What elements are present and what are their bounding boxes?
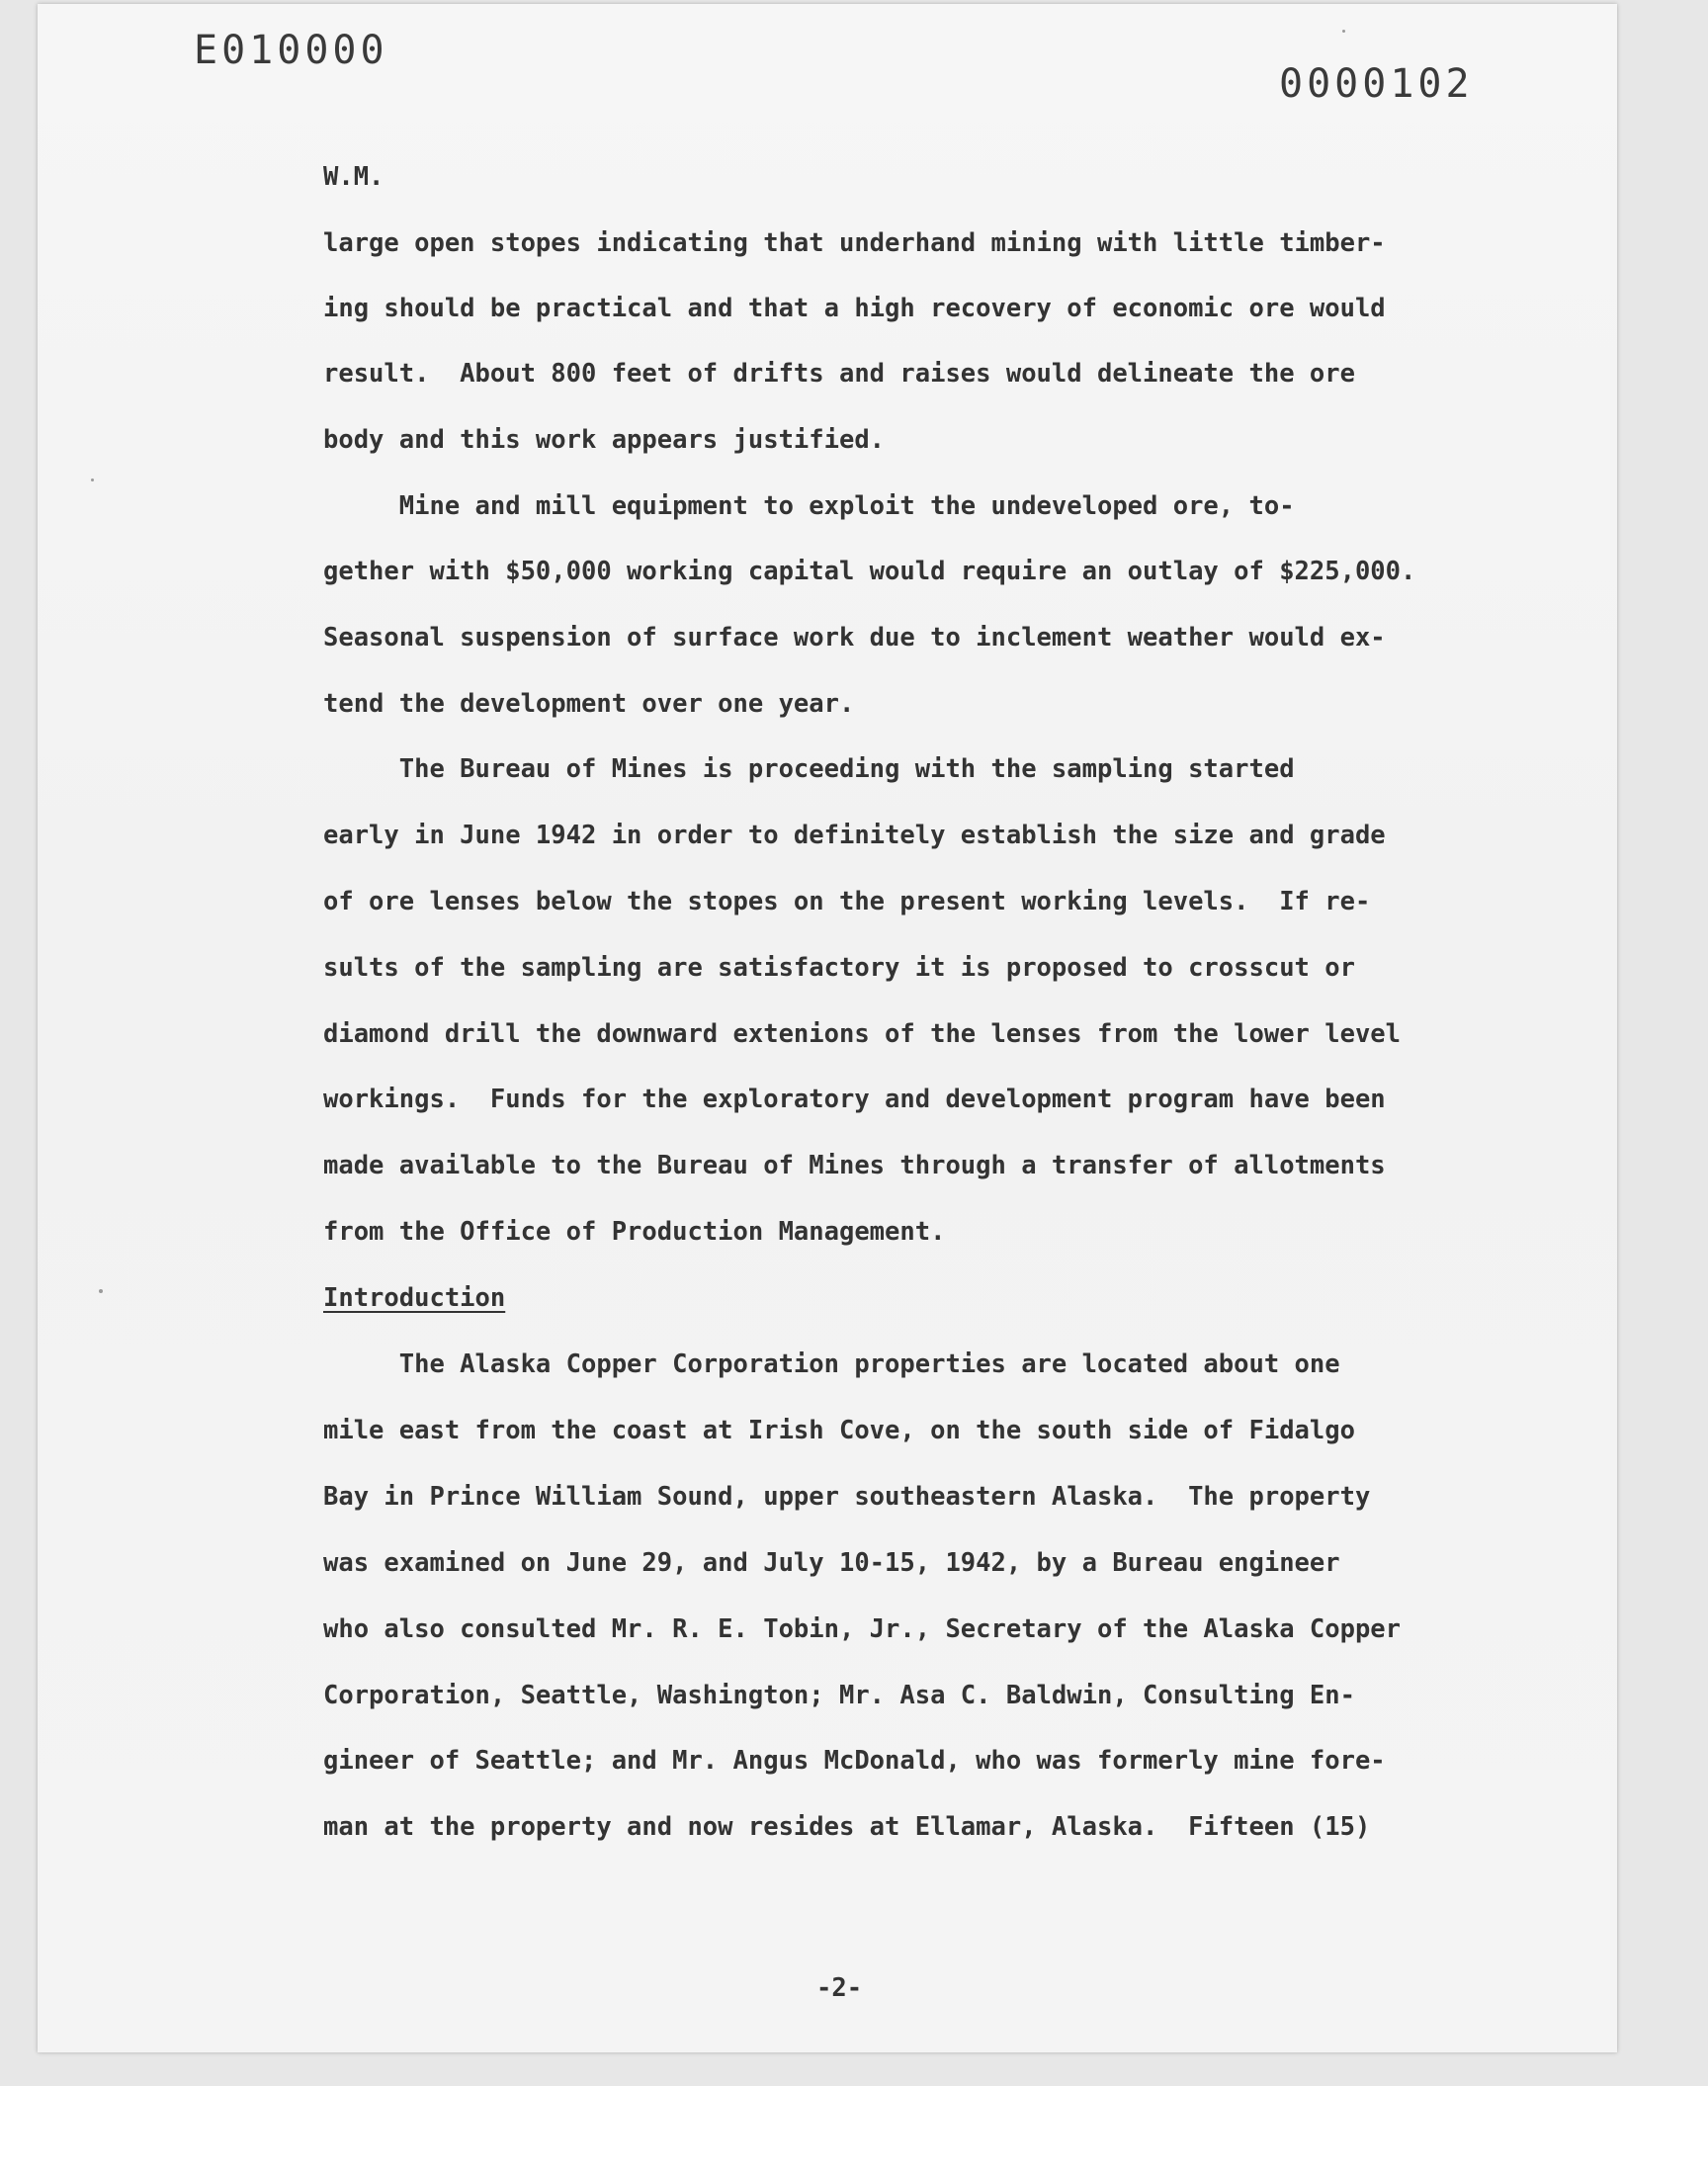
section-heading: Introduction xyxy=(323,1283,506,1313)
document-stamp-right: 0000102 xyxy=(1279,61,1474,107)
text-line: The Alaska Copper Corporation properties are located about one xyxy=(323,1349,1340,1379)
text-line: Seasonal suspension of surface work due to inclement weather would ex- xyxy=(323,623,1386,652)
text-line: sults of the sampling are satisfactory it is proposed to crosscut or xyxy=(323,953,1355,983)
text-line: who also consulted Mr. R. E. Tobin, Jr., Secretary of the Alaska Copper xyxy=(323,1614,1402,1644)
text-line: made available to the Bureau of Mines through a transfer of allotments xyxy=(323,1151,1386,1180)
text-line: was examined on June 29, and July 10-15, 1942, by a Bureau engineer xyxy=(323,1548,1340,1578)
text-line: result. About 800 feet of drifts and raises would delineate the ore xyxy=(323,359,1355,389)
scan-speck xyxy=(91,478,94,481)
scan-speck xyxy=(99,1289,103,1293)
text-line: Bay in Prince William Sound, upper southeastern Alaska. The property xyxy=(323,1482,1371,1512)
text-line: tend the development over one year. xyxy=(323,689,855,719)
text-line: body and this work appears justified. xyxy=(323,425,886,455)
text-line: workings. Funds for the exploratory and development program have been xyxy=(323,1085,1386,1114)
text-line: Mine and mill equipment to exploit the undeveloped ore, to- xyxy=(323,491,1295,521)
text-line: The Bureau of Mines is proceeding with the sampling started xyxy=(323,754,1295,784)
header-initials: W.M. xyxy=(323,162,384,192)
document-stamp-left: E010000 xyxy=(194,28,388,73)
text-line: from the Office of Production Management. xyxy=(323,1217,946,1247)
text-line: ing should be practical and that a high recovery of economic ore would xyxy=(323,294,1386,323)
text-line: of ore lenses below the stopes on the present working levels. If re- xyxy=(323,887,1371,916)
text-line: man at the property and now resides at Ellamar, Alaska. Fifteen (15) xyxy=(323,1812,1371,1842)
text-line: Corporation, Seattle, Washington; Mr. Asa C. Baldwin, Consulting En- xyxy=(323,1681,1355,1710)
text-line: gether with $50,000 working capital would require an outlay of $225,000. xyxy=(323,557,1416,586)
text-line: mile east from the coast at Irish Cove, on the south side of Fidalgo xyxy=(323,1416,1355,1445)
text-line: large open stopes indicating that underhand mining with little timber- xyxy=(323,228,1386,258)
text-line: diamond drill the downward extenions of the lenses from the lower level xyxy=(323,1019,1402,1049)
text-line: early in June 1942 in order to definitely establish the size and grade xyxy=(323,821,1386,850)
scan-speck xyxy=(1342,30,1345,33)
text-line: gineer of Seattle; and Mr. Angus McDonald, who was formerly mine fore- xyxy=(323,1746,1386,1776)
page-number: -2- xyxy=(816,1973,863,2003)
